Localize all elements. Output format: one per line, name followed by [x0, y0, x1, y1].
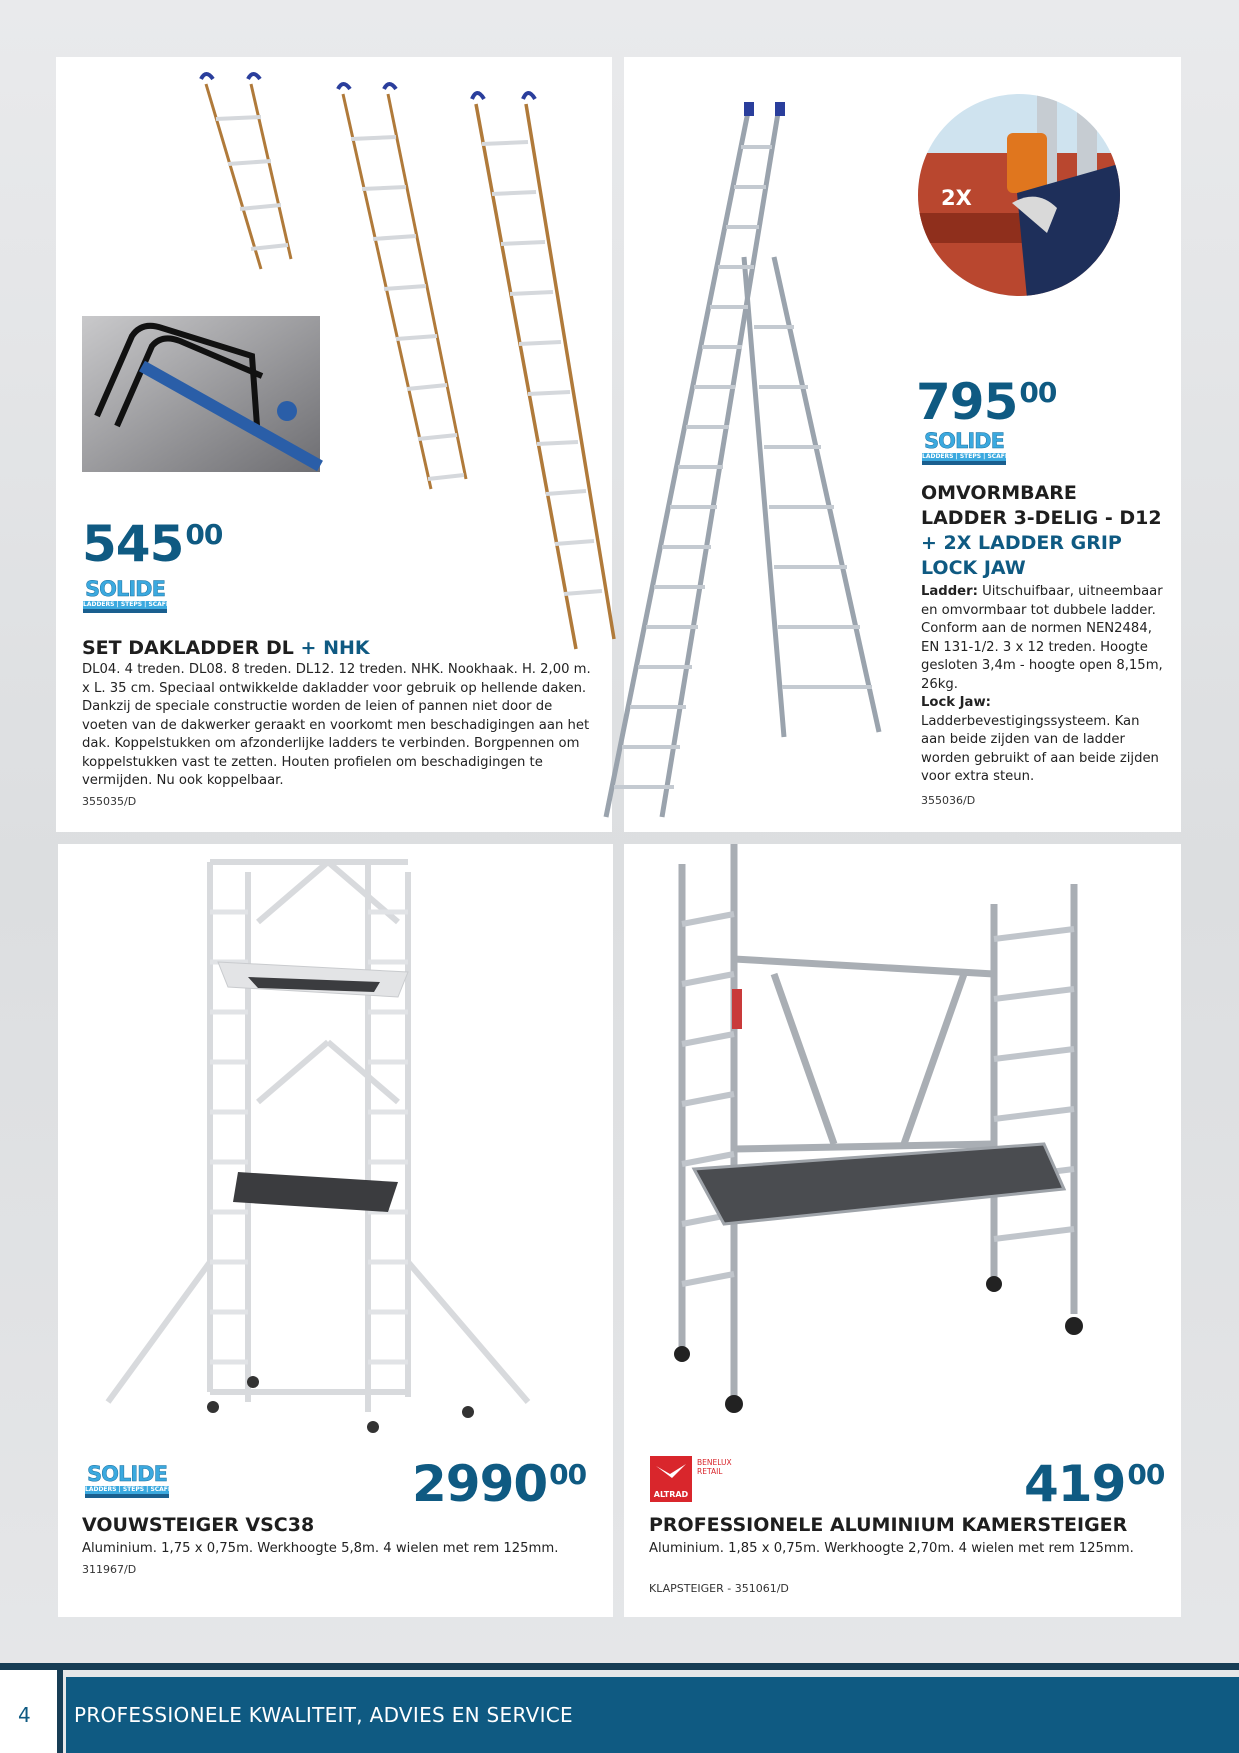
price-main: 795: [916, 373, 1018, 431]
price-main: 545: [82, 515, 184, 573]
title-accent: + NHK: [300, 637, 370, 659]
product-card-kamersteiger: [624, 844, 1181, 1617]
brand-name: ALTRAD: [653, 1490, 689, 1499]
page-footer: [0, 1663, 1239, 1753]
product-title: [82, 636, 602, 661]
folding-scaffold-image: [108, 822, 548, 1422]
product-code: 355036/D: [921, 794, 976, 807]
footer-slogan: PROFESSIONELE KWALITEIT, ADVIES EN SERVICE: [74, 1703, 573, 1727]
price-main: 419: [1024, 1455, 1126, 1513]
product-code: KLAPSTEIGER - 351061/D: [649, 1582, 789, 1595]
product-description: [921, 583, 1166, 787]
solide-logo: [922, 429, 1028, 468]
ladder-label: Ladder:: [921, 584, 978, 599]
solide-logo: [85, 1462, 191, 1501]
lockjaw-label: Lock Jaw:: [921, 695, 991, 710]
altrad-mark: [650, 1456, 692, 1502]
ladder-text: Uitschuifbaar, uitneembaar en omvormbaar tot dubbele ladder. Conform aan de normen NEN2484, EN 131-1/2. 3 x 12 treden. Hoogte gesloten 3,4m - hoogte open 8,15m, 26kg.: [921, 584, 1163, 692]
product-card-vouwsteiger: [58, 844, 613, 1617]
extension-ladder-image: [604, 47, 904, 837]
product-description: DL04. 4 treden. DL08. 8 treden. DL12. 12 treden. NHK. Nookhaak. H. 2,00 m. x L. 35 cm. Speciaal ontwikkelde dakladder voor gebruik op hellende daken. Dankzij de speciale constructie worden de leien of pannen niet door de voeten van de dakwerker geraakt en voorkomt men beschadigingen aan het dak. Koppelstukken om afzonderlijke ladders te verbinden. Borgpennen om koppelstukken vast te zetten. Houten profielen om beschadigingen te vermijden. Nu ook koppelbaar.: [82, 662, 591, 788]
brand-name: SOLIDE: [87, 1462, 167, 1486]
lockjaw-text: Ladderbevestigingssysteem. Kan aan beide zijden van de ladder worden gebruikt of aan beide zijden voor extra steun.: [921, 713, 1159, 784]
brand-name: SOLIDE: [924, 429, 1004, 453]
price-cents: 00: [549, 1458, 587, 1491]
brand-name: SOLIDE: [85, 577, 165, 601]
price-cents: 00: [1019, 376, 1057, 409]
product-title: VOUWSTEIGER VSC38: [82, 1514, 315, 1536]
product-code: 355035/D: [82, 795, 137, 808]
solide-logo: [83, 577, 189, 616]
price-tag: [82, 515, 223, 573]
price-tag: [1024, 1455, 1165, 1513]
page-number: 4: [18, 1703, 31, 1727]
price-main: 2990: [412, 1455, 548, 1513]
price-tag: [916, 373, 1057, 431]
bird-icon: [650, 1456, 692, 1486]
roof-hook-image: [82, 316, 320, 472]
title-main: OMVORMBARE LADDER 3-DELIG - D12: [921, 482, 1162, 529]
title-accent: + 2X LADDER GRIP LOCK JAW: [921, 532, 1122, 579]
room-scaffold-image: [664, 844, 1134, 1444]
product-card-dakladder: [56, 57, 612, 832]
altrad-logo: [650, 1456, 770, 1502]
price-cents: 00: [1127, 1458, 1165, 1491]
product-title: [921, 481, 1166, 581]
quantity-badge: 2X: [941, 186, 972, 210]
lock-jaw-photo: [917, 93, 1122, 298]
title-main: SET DAKLADDER DL: [82, 637, 294, 659]
product-code: 311967/D: [82, 1563, 137, 1576]
price-tag: [412, 1455, 587, 1513]
brand-tagline: LADDERS | STEPS | SCAFFOLDS: [83, 601, 189, 608]
brand-tagline: LADDERS | STEPS | SCAFFOLDS: [922, 453, 1028, 460]
product-title: PROFESSIONELE ALUMINIUM KAMERSTEIGER: [649, 1514, 1128, 1536]
price-cents: 00: [185, 518, 223, 551]
brand-sub: BENELUX RETAIL: [697, 1458, 732, 1476]
brand-tagline: LADDERS | STEPS | SCAFFOLDS: [85, 1486, 191, 1493]
product-card-omvormbare-ladder: [624, 57, 1181, 832]
product-description: Aluminium. 1,75 x 0,75m. Werkhoogte 5,8m. 4 wielen met rem 125mm.: [82, 1541, 559, 1556]
product-description: Aluminium. 1,85 x 0,75m. Werkhoogte 2,70m. 4 wielen met rem 125mm.: [649, 1541, 1134, 1556]
